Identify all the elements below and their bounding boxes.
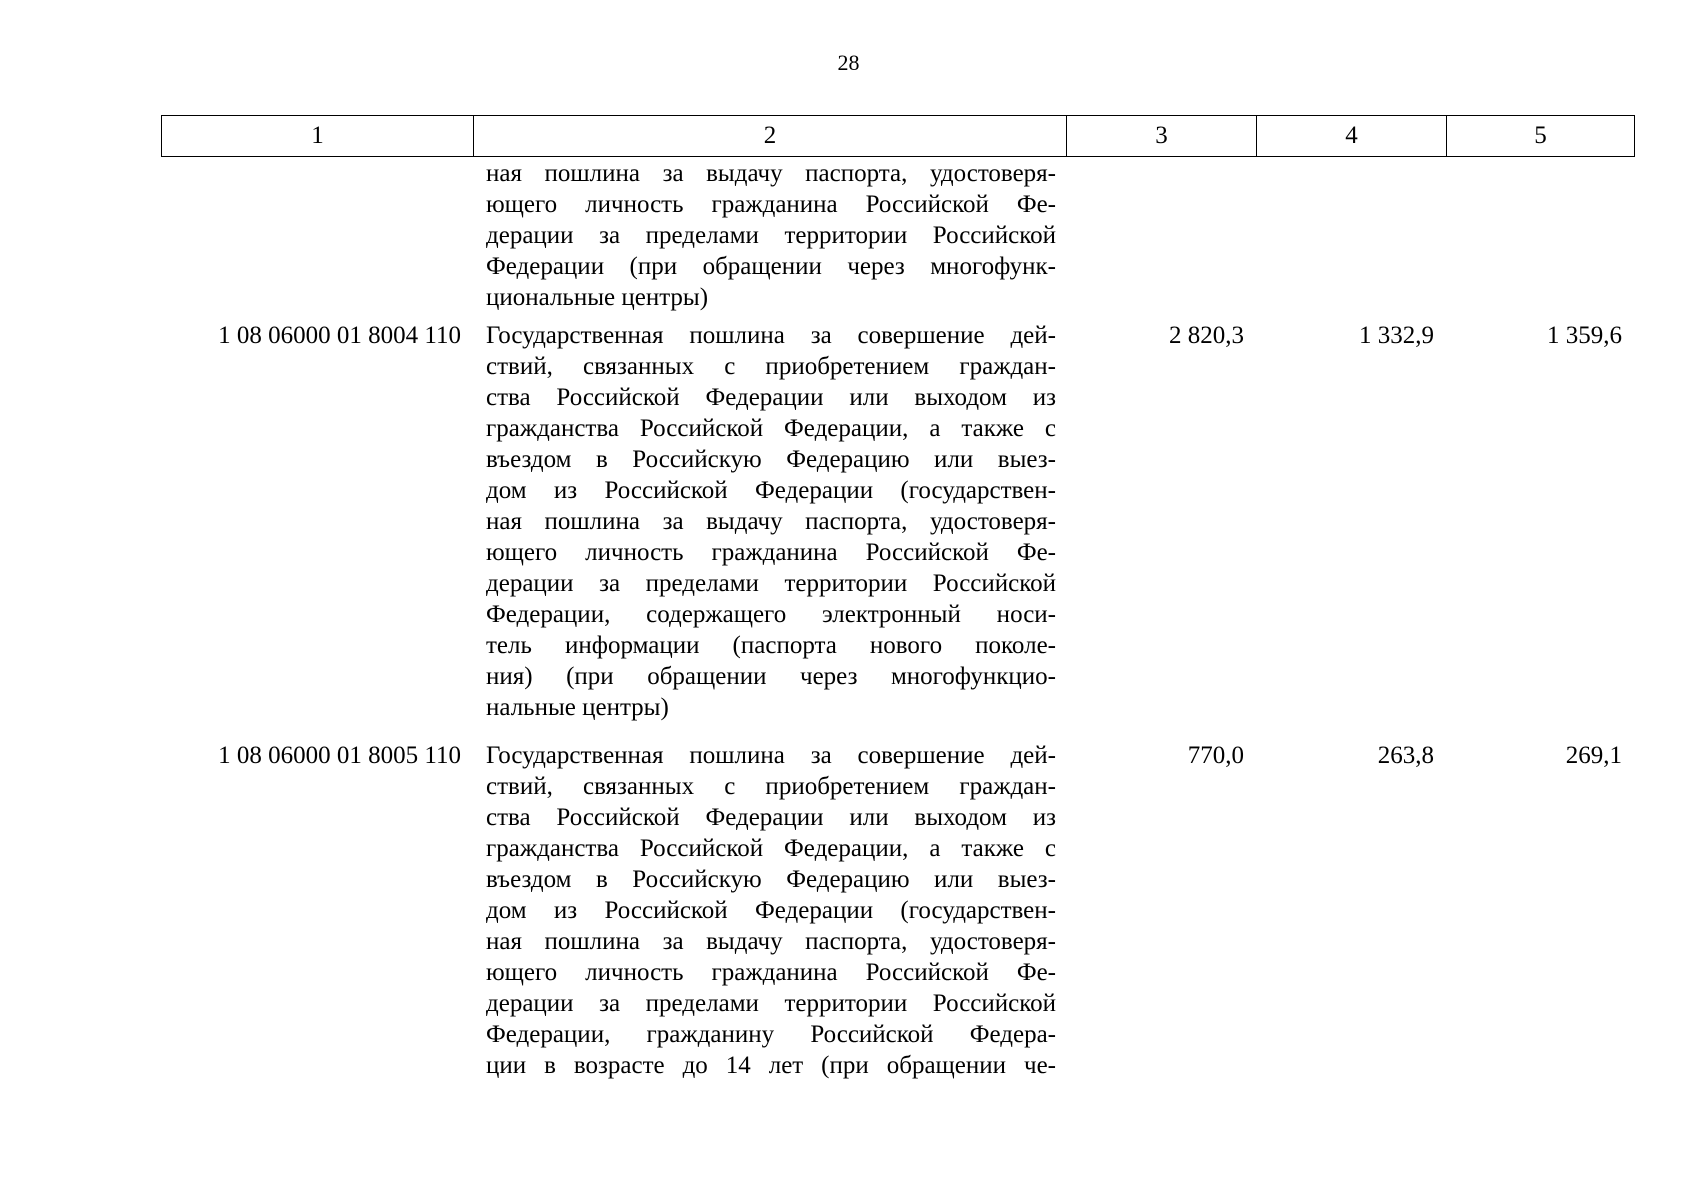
description-cell xyxy=(473,320,1066,723)
column-header-4: 4 xyxy=(1257,116,1447,157)
value-cell-col3: 2 820,3 xyxy=(1169,322,1244,349)
budget-code-cell: 1 08 06000 01 8004 110 xyxy=(218,322,461,349)
column-header-5: 5 xyxy=(1447,116,1635,157)
description-line: дерации за пределами территории Российской xyxy=(486,990,1056,1017)
description-line: ния) (при обращении через многофункцио- xyxy=(486,663,1056,690)
description-line: Федерации, гражданину Российской Федера- xyxy=(486,1021,1056,1048)
column-header-2: 2 xyxy=(474,116,1067,157)
description-line: дом из Российской Федерации (государствен- xyxy=(486,477,1056,504)
page-number: 28 xyxy=(837,50,860,75)
description-line: дерации за пределами территории Российской xyxy=(486,570,1056,597)
description-line: въездом в Российскую Федерацию или выез- xyxy=(486,446,1056,473)
table-row xyxy=(161,740,1634,1081)
value-cell-col5: 269,1 xyxy=(1565,742,1622,769)
budget-code-cell: 1 08 06000 01 8005 110 xyxy=(218,742,461,769)
description-line: ции в возрасте до 14 лет (при обращении че- xyxy=(486,1052,1056,1079)
value-cell-col3: 770,0 xyxy=(1187,742,1244,769)
description-line: тель информации (паспорта нового поколе- xyxy=(486,632,1056,659)
value-cell-col4: 1 332,9 xyxy=(1359,322,1434,349)
description-line: ная пошлина за выдачу паспорта, удостоверя- xyxy=(486,928,1056,955)
description-line: Федерации (при обращении через многофунк- xyxy=(486,253,1056,280)
description-line: въездом в Российскую Федерацию или выез- xyxy=(486,866,1056,893)
table-body xyxy=(161,158,1634,1081)
description-line: Государственная пошлина за совершение дей- xyxy=(486,322,1056,349)
description-line: дом из Российской Федерации (государствен- xyxy=(486,897,1056,924)
header-row xyxy=(162,116,1635,157)
description-line: ющего личность гражданина Российской Фе- xyxy=(486,539,1056,566)
description-line: ствий, связанных с приобретением граждан- xyxy=(486,773,1056,800)
description-line: ствий, связанных с приобретением граждан- xyxy=(486,353,1056,380)
description-line: Федерации, содержащего электронный носи- xyxy=(486,601,1056,628)
table-header xyxy=(161,115,1635,157)
description-line: ная пошлина за выдачу паспорта, удостоверя- xyxy=(486,160,1056,187)
table-row xyxy=(161,158,1634,311)
description-line: ющего личность гражданина Российской Фе- xyxy=(486,959,1056,986)
description-line: гражданства Российской Федерации, а также с xyxy=(486,415,1056,442)
description-line: ющего личность гражданина Российской Фе- xyxy=(486,191,1056,218)
description-cell xyxy=(473,158,1066,313)
description-line: ства Российской Федерации или выходом из xyxy=(486,384,1056,411)
description-line: ства Российской Федерации или выходом из xyxy=(486,804,1056,831)
table-row xyxy=(161,320,1634,732)
column-header-3: 3 xyxy=(1067,116,1257,157)
description-line: Государственная пошлина за совершение дей- xyxy=(486,742,1056,769)
value-cell-col4: 263,8 xyxy=(1377,742,1434,769)
description-line: гражданства Российской Федерации, а также с xyxy=(486,835,1056,862)
description-line: нальные центры) xyxy=(486,694,669,721)
description-cell xyxy=(473,740,1066,1081)
description-line: циональные центры) xyxy=(486,284,709,311)
value-cell-col5: 1 359,6 xyxy=(1547,322,1622,349)
description-line: дерации за пределами территории Российской xyxy=(486,222,1056,249)
column-header-1: 1 xyxy=(162,116,474,157)
description-line: ная пошлина за выдачу паспорта, удостоверя- xyxy=(486,508,1056,535)
